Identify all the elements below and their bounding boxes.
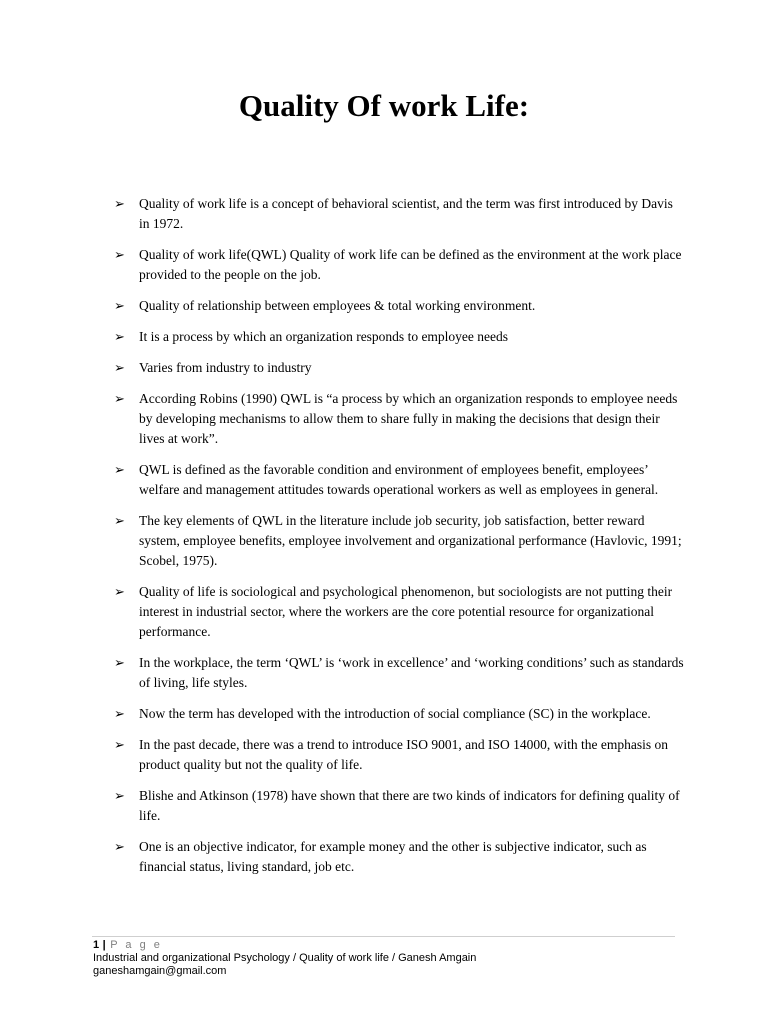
arrow-bullet-icon: ➢ [114,737,125,752]
page-footer [93,939,693,978]
bullet-text: Quality of work life is a concept of behavioral scientist, and the term was first introduced by Davis in 1972. [139,196,673,231]
bullet-text: In the workplace, the term ‘QWL’ is ‘work in excellence’ and ‘working conditions’ such as standards of living, life styles. [139,655,684,690]
bullet-text: One is an objective indicator, for example money and the other is subjective indicator, such as financial status, living standard, job etc. [139,839,647,874]
page-number-line [93,939,693,952]
bullet-item [114,704,684,724]
arrow-bullet-icon: ➢ [114,788,125,803]
arrow-bullet-icon: ➢ [114,247,125,262]
bullet-text: According Robins (1990) QWL is “a process by which an organization responds to employee needs by developing mechanisms to allow them to share fully in making the decisions that design their lives at work”. [139,391,678,446]
footer-divider [92,936,675,937]
footer-course-line: Industrial and organizational Psychology / Quality of work life / Ganesh Amgain [93,952,477,964]
bullet-item [114,837,684,877]
bullet-item [114,194,684,234]
arrow-bullet-icon: ➢ [114,584,125,599]
bullet-text: Varies from industry to industry [139,360,312,375]
bullet-item [114,735,684,775]
bullet-item [114,786,684,826]
bullet-item [114,460,684,500]
arrow-bullet-icon: ➢ [114,329,125,344]
bullet-item [114,296,684,316]
bullet-text: QWL is defined as the favorable condition and environment of employees benefit, employees’ welfare and management attitudes towards operational workers as well as employees in general. [139,462,659,497]
bullet-text: Blishe and Atkinson (1978) have shown that there are two kinds of indicators for defining quality of life. [139,788,680,823]
bullet-item [114,358,684,378]
arrow-bullet-icon: ➢ [114,391,125,406]
arrow-bullet-icon: ➢ [114,462,125,477]
page-title: Quality Of work Life: [238,88,530,123]
bullet-item [114,653,684,693]
arrow-bullet-icon: ➢ [114,513,125,528]
footer-email: ganeshamgain@gmail.com [93,965,227,977]
bullet-item [114,582,684,642]
bullet-item [114,245,684,285]
arrow-bullet-icon: ➢ [114,839,125,854]
page-number: 1 [93,939,100,951]
arrow-bullet-icon: ➢ [114,298,125,313]
bullet-text: Now the term has developed with the introduction of social compliance (SC) in the workplace. [139,706,651,721]
arrow-bullet-icon: ➢ [114,706,125,721]
bullet-text: In the past decade, there was a trend to introduce ISO 9001, and ISO 14000, with the emphasis on product quality but not the quality of life. [139,737,668,772]
bullet-text: Quality of work life(QWL) Quality of work life can be defined as the environment at the work place provided to the people on the job. [139,247,682,282]
bullet-item [114,511,684,571]
bullet-text: The key elements of QWL in the literature include job security, job satisfaction, better reward system, employee benefits, employee involvement and organizational performance (Havlovic, 1991; Scobel, 1975). [139,513,682,568]
bullet-list [114,194,684,888]
bullet-item [114,389,684,449]
bullet-item [114,327,684,347]
bullet-text: Quality of life is sociological and psychological phenomenon, but sociologists are not putting their interest in industrial sector, where the workers are the core potential resource for organizational performance. [139,584,673,639]
bullet-text: It is a process by which an organization responds to employee needs [139,329,509,344]
arrow-bullet-icon: ➢ [114,655,125,670]
bullet-text: Quality of relationship between employees & total working environment. [139,298,536,313]
page-separator: | [102,939,107,951]
page-label: P a g e [110,939,163,951]
arrow-bullet-icon: ➢ [114,360,125,375]
arrow-bullet-icon: ➢ [114,196,125,211]
